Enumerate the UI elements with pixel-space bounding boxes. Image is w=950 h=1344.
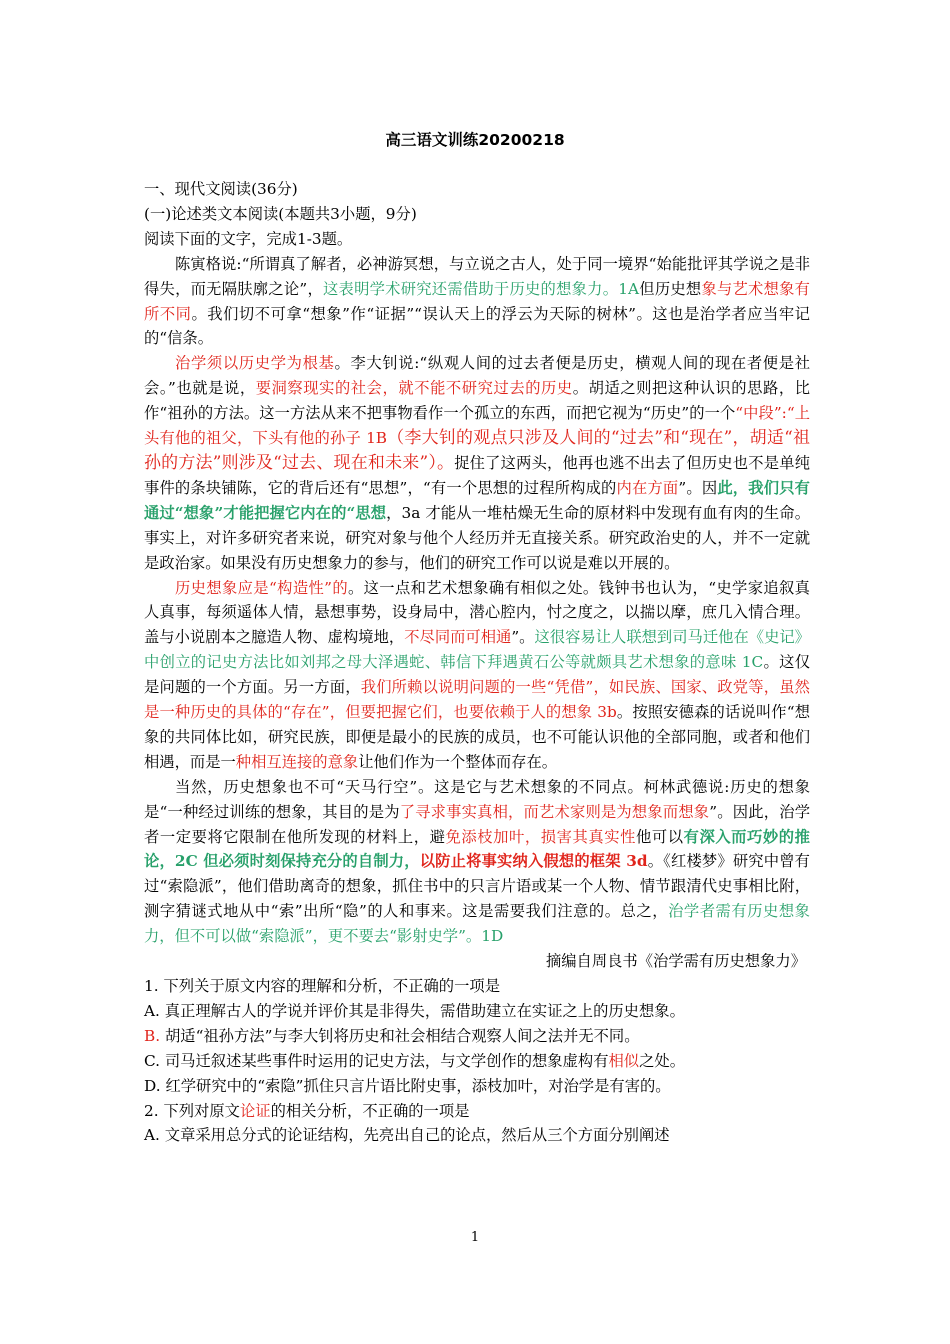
text-run: 让他们作为一个整体而存在。 xyxy=(358,752,558,771)
text-run: 。《红楼梦》研究中曾有过“索隐派”，他们借助离奇的想象，抓住书中的只言片语或某一个人物、情节跟清代史事相比附，测字猜谜式地从中“索”出所“隐”的人和事来。这是需要我们注意的。总之， xyxy=(144,852,810,921)
text-run: C. 司马迁叙述某些事件时运用的记史方法，与文学创作的想象虚构有 xyxy=(144,1051,609,1070)
text-run: ，3a 才能从一堆枯燥无生命的原材料中发现有血有肉的生命。事实上，对许多研究者来说，研究对象与他个人经历并无直接关系。研究政治史的人，并不一定就是政治家。如果没有历史想象力的参与，他们的研究工作可以说是难以开展的。 xyxy=(144,503,810,572)
red-highlight: 治学须以历史学为根基 xyxy=(175,354,335,373)
instruction: 阅读下面的文字，完成1-3题。 xyxy=(144,229,353,248)
text-run: ”。因 xyxy=(678,478,718,497)
red-highlight: 种相互连接的意象 xyxy=(235,752,359,771)
section-heading: 一、现代文阅读(36分) xyxy=(144,180,298,198)
red-highlight: 不尽同而可相通 xyxy=(404,628,512,647)
text-run: 胡适“祖孙方法”与李大钊将历史和社会相结合观察人间之法并无不同。 xyxy=(160,1026,640,1045)
page-number: 1 xyxy=(470,1230,480,1245)
red-note: （李大钊的观点只涉及人间的“过去”和“现在”，胡适“祖孙的方法”则涉及“过去、现在和未来”）。 xyxy=(144,428,810,473)
question-1-option-c xyxy=(144,1049,810,1074)
green-annotation: 这很容易让人联想到司马迁他在《史记》中创立的记史方法比如刘邦之母大泽遇蛇、韩信下拜遇黄石公等就颇具艺术想象的意味 1C xyxy=(144,628,810,672)
text-run: 陈寅格说:“所谓真了解者，必神游冥想，与立说之古人，处于同一境界“始能批评其学说之是非得失，而无隔肤廓之论”， xyxy=(144,254,810,298)
text-run: 。这仅是问题的一个方面。另一方面， xyxy=(144,653,810,697)
text-run: 的相关分析，不正确的一项是 xyxy=(270,1101,470,1120)
question-2-option-a: A. 文章采用总分式的论证结构，先亮出自己的论点，然后从三个方面分别阐述 xyxy=(144,1126,670,1145)
option-letter: B. xyxy=(144,1026,161,1045)
text-run: 但历史想 xyxy=(639,279,702,298)
text-run: 。按照安德森的话说叫作“想象的共同体比如，研究民族，即便是最小的民族的成员，也不可能认识他的全部同胞，或者和他们相遇，而是一 xyxy=(144,703,811,771)
subsection-heading: (一)论述类文本阅读(本题共3小题，9分) xyxy=(144,204,417,223)
text-run: 之处。 xyxy=(639,1051,686,1070)
body-text xyxy=(144,177,810,1148)
paragraph-2 xyxy=(144,351,810,575)
paragraph-4 xyxy=(144,775,810,949)
green-annotation: 治学者需有历史想象力，但不可以做“索隐派”，更不要去“影射史学”。1D xyxy=(144,902,810,946)
red-highlight: 免添枝加叶，损害其真实性 xyxy=(445,827,636,846)
red-highlight: 论证 xyxy=(239,1101,271,1120)
paragraph-3 xyxy=(144,576,810,775)
text-run: 他可以 xyxy=(635,827,684,846)
green-annotation: 这表明学术研究还需借助于历史的想象力。1A xyxy=(323,279,640,298)
text-run: 。胡适之则把这种认识的思路，比作“祖孙的方法。这一方法从来不把事物看作一个孤立的东西，而把它视为“历史”的一个 xyxy=(144,379,810,423)
question-1-option-a: A. 真正理解古人的学说并评价其是非得失，需借助建立在实证之上的历史想象。 xyxy=(144,1001,685,1020)
red-highlight: 内在方面 xyxy=(616,478,679,497)
text-run: 。这一点和艺术想象确有相似之处。钱钟书也认为，“史学家追叙真人真事，每须遥体人情，悬想事势，设身局中，潜心腔内，忖之度之，以揣以摩，庶几入情合理。盖与小说剧本之臆造人物、虚构境地， xyxy=(144,578,810,647)
green-bold-annotation: 有深入而巧妙的推论，2C 但必须时刻保持充分的自制力， xyxy=(144,827,810,871)
question-1-stem: 1. 下列关于原文内容的理解和分析，不正确的一项是 xyxy=(144,977,500,995)
text-run: 。李大钊说:“纵观人间的过去者便是历史，横观人间的现在者便是社会。”也就是说， xyxy=(144,354,810,398)
question-1-option-d: D. 红学研究中的“索隐”抓住只言片语比附史事，添枝加叶，对治学是有害的。 xyxy=(144,1076,671,1095)
source-citation: 摘编自周良书《治学需有历史想象力》 xyxy=(545,952,806,971)
red-highlight: 了寻求事实真相，而艺术家则是为想象而想象 xyxy=(399,802,710,821)
red-highlight: 历史想象应是“构造性”的 xyxy=(175,578,348,597)
red-bold-annotation: 以防止将事实纳入假想的框架 3d xyxy=(419,852,648,871)
text-run: ”。 xyxy=(511,628,535,647)
text-run: ”。因此，治学者一定要将它限制在他所发现的材料上，避 xyxy=(144,802,810,846)
text-run: 。我们切不可拿“想象”作“证据”“误认天上的浮云为天际的树林”。这也是治学者应当牢记的“信条。 xyxy=(144,304,810,348)
paragraph-1 xyxy=(144,252,810,352)
red-highlight: “中段”:“上头有他的祖父，下头有他的孙子 1B xyxy=(144,404,810,448)
question-2-stem xyxy=(144,1099,810,1124)
red-highlight: 相似 xyxy=(608,1051,640,1070)
document-title: 高三语文训练20200218 xyxy=(385,131,565,149)
text-run: 捉住了这两头，他再也逃不出去了但历史也不是单纯事件的条块铺陈，它的背后还有“思想”，“有一个思想的过程所构成的 xyxy=(144,453,810,497)
red-highlight: 我们所赖以说明问题的一些“凭借”，如民族、国家、政党等，虽然是一种历史的具体的“存在”，但要把握它们，也要依赖于人的想象 3b xyxy=(144,678,810,722)
red-highlight: 要洞察现实的社会，就不能不研究过去的历史 xyxy=(255,379,573,398)
red-highlight: 象与艺术想象有所不同 xyxy=(144,279,810,323)
green-bold-annotation: 此，我们只有通过“想象”才能把握它内在的“思想 xyxy=(144,478,810,522)
text-run: 2. 下列对原文 xyxy=(144,1101,240,1120)
question-1-option-b xyxy=(144,1024,810,1049)
text-run: 当然，历史想象也不可“天马行空”。这是它与艺术想象的不同点。柯林武德说:历史的想象是“一种经过训练的想象，其目的是为 xyxy=(144,777,810,821)
